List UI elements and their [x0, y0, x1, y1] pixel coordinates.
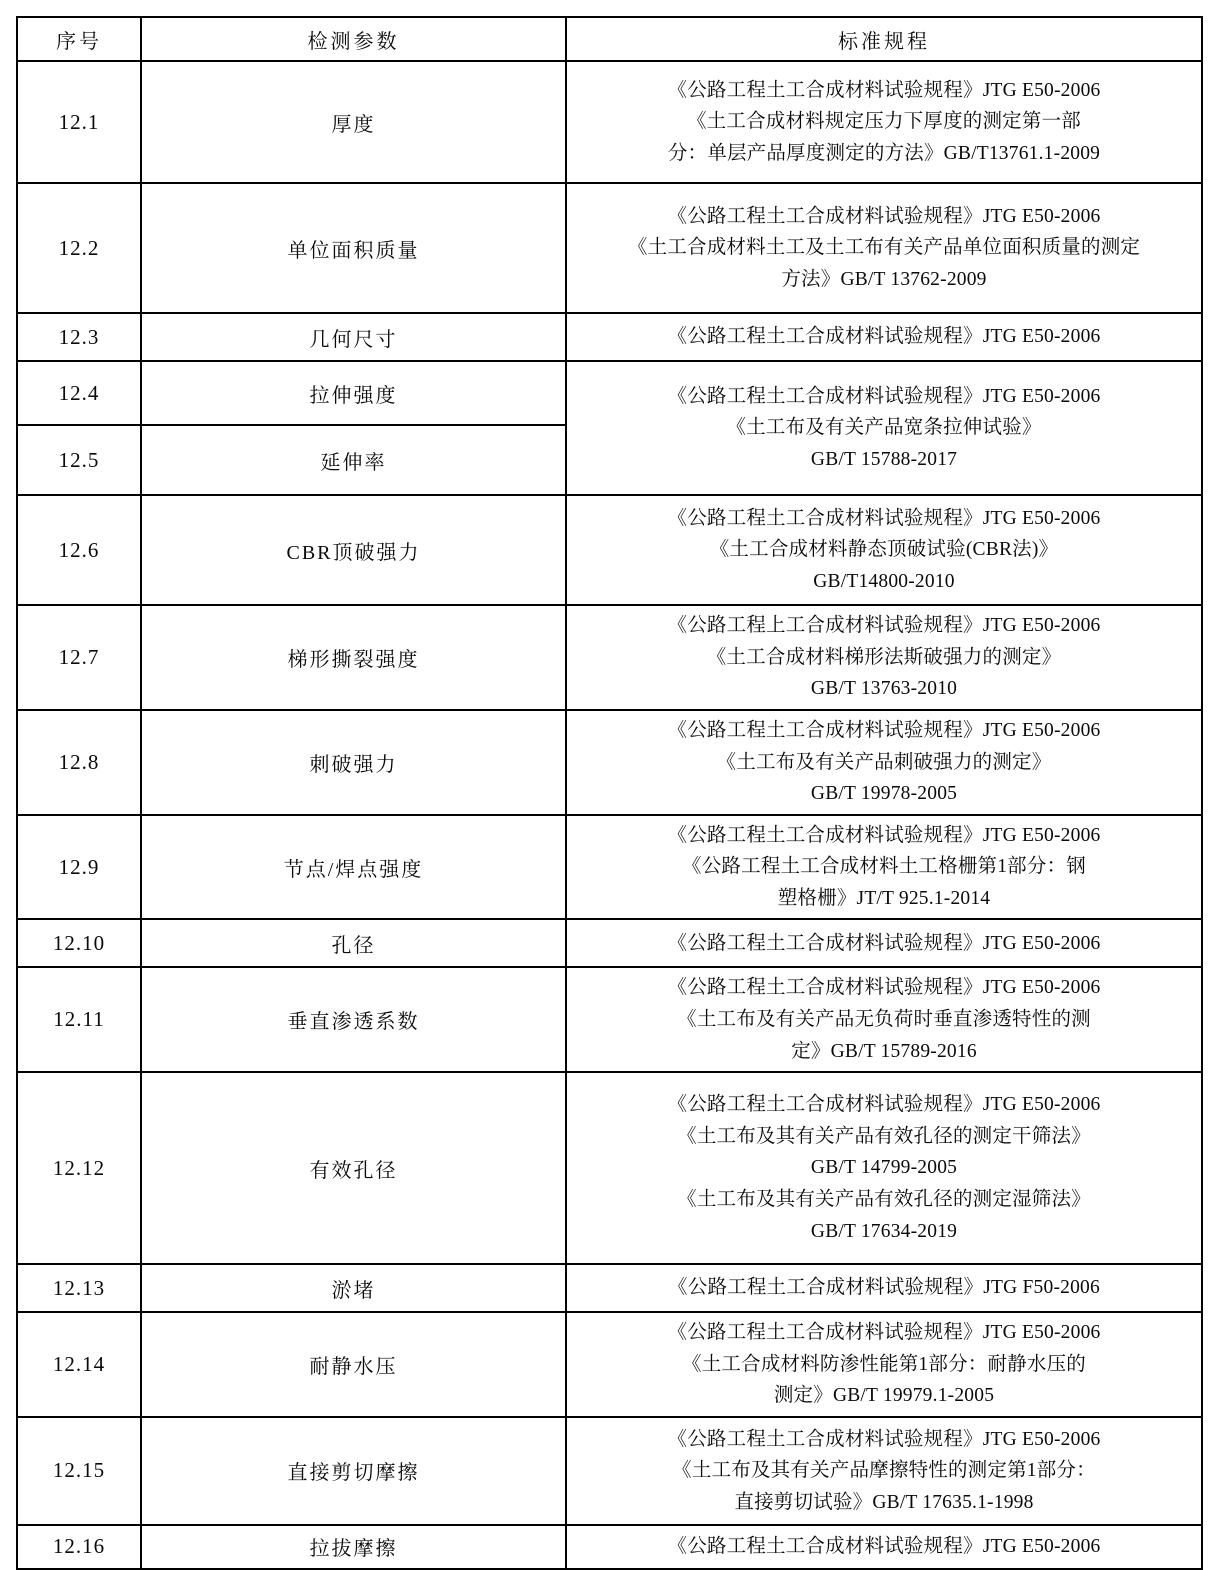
- standard-line: GB/T 15788-2017: [810, 448, 958, 470]
- row-index: 12.16: [17, 1525, 141, 1569]
- standard-line: 《公路工程土工合成材料试验规程》JTG E50-2006: [667, 932, 1101, 954]
- row-index: 12.5: [17, 425, 141, 495]
- standard-line: GB/T 17634-2019: [810, 1220, 958, 1242]
- standard-line: 测定》GB/T 19979.1-2005: [773, 1385, 995, 1407]
- row-standard: [566, 495, 1202, 605]
- row-parameter: 淤堵: [141, 1264, 566, 1312]
- row-index: 12.6: [17, 495, 141, 605]
- standard-line: 《公路工程土工合成材料试验规程》JTG E50-2006: [667, 326, 1101, 348]
- standard-line: 《公路工程土工合成材料试验规程》JTG E50-2006: [667, 507, 1101, 529]
- row-index: 12.7: [17, 605, 141, 710]
- row-parameter: 直接剪切摩擦: [141, 1417, 566, 1525]
- table-row: [17, 1525, 1202, 1569]
- standard-line: 《公路工程土工合成材料土工格栅第1部分：钢: [682, 856, 1086, 878]
- standard-line: 《土工合成材料规定压力下厚度的测定第一部: [686, 111, 1081, 133]
- standard-line: 《公路工程上工合成材料试验规程》JTG E50-2006: [667, 615, 1101, 637]
- standard-line: 《土工布及其有关产品有效孔径的测定湿筛法》: [677, 1188, 1091, 1210]
- row-parameter: 垂直渗透系数: [141, 967, 566, 1072]
- standard-line: GB/T14800-2010: [813, 570, 955, 592]
- row-index: 12.2: [17, 183, 141, 313]
- row-standard: [566, 313, 1202, 361]
- row-index: 12.8: [17, 710, 141, 815]
- row-index: 12.11: [17, 967, 141, 1072]
- standard-line: 《土工布及有关产品刺破强力的测定》: [716, 751, 1052, 773]
- row-index: 12.14: [17, 1312, 141, 1417]
- table-body: [17, 61, 1202, 1569]
- standard-line: 《公路工程土工合成材料试验规程》JTG E50-2006: [667, 824, 1101, 846]
- standard-line: GB/T 19978-2005: [810, 783, 958, 805]
- row-standard: [566, 710, 1202, 815]
- row-standard: [566, 1072, 1202, 1264]
- standard-line: 《公路工程土工合成材料试验规程》JTG E50-2006: [667, 1428, 1101, 1450]
- standard-line: 《公路工程土工合成材料试验规程》JTG F50-2006: [668, 1277, 1100, 1299]
- row-parameter: 刺破强力: [141, 710, 566, 815]
- column-header-parameter: 检测参数: [141, 17, 566, 61]
- row-parameter: 厚度: [141, 61, 566, 183]
- table-row: [17, 313, 1202, 361]
- table-header-row: [17, 17, 1202, 61]
- row-index: 12.12: [17, 1072, 141, 1264]
- row-standard: [566, 61, 1202, 183]
- standard-line: 《公路工程土工合成材料试验规程》JTG E50-2006: [667, 1536, 1101, 1558]
- row-standard: [566, 605, 1202, 710]
- column-header-index: 序号: [17, 17, 141, 61]
- table-row: [17, 815, 1202, 920]
- standard-line: 方法》GB/T 13762-2009: [781, 268, 987, 290]
- standard-line: 《公路工程土工合成材料试验规程》JTG E50-2006: [667, 205, 1101, 227]
- standard-line: 《土工布及其有关产品有效孔径的测定干筛法》: [677, 1125, 1091, 1147]
- table-row: [17, 1072, 1202, 1264]
- table-row: [17, 605, 1202, 710]
- row-index: 12.1: [17, 61, 141, 183]
- row-parameter: 孔径: [141, 919, 566, 967]
- standard-line: 《公路工程土工合成材料试验规程》JTG E50-2006: [667, 977, 1101, 999]
- row-index: 12.10: [17, 919, 141, 967]
- standard-line: 《土工布及有关产品无负荷时垂直渗透特性的测: [677, 1009, 1091, 1031]
- standard-line: 《公路工程土工合成材料试验规程》JTG E50-2006: [667, 1094, 1101, 1116]
- standard-line: 《土工合成材料梯形法斯破强力的测定》: [706, 646, 1062, 668]
- standard-line: 直接剪切试验》GB/T 17635.1-1998: [734, 1491, 1034, 1513]
- row-parameter: CBR顶破强力: [141, 495, 566, 605]
- standard-line: 《土工布及其有关产品摩擦特性的测定第1部分：: [672, 1460, 1096, 1482]
- row-parameter: 拉伸强度: [141, 361, 566, 425]
- row-parameter: 几何尺寸: [141, 313, 566, 361]
- table-row: [17, 361, 1202, 425]
- row-standard: [566, 919, 1202, 967]
- table-row: [17, 1312, 1202, 1417]
- table-header: [17, 17, 1202, 61]
- row-index: 12.15: [17, 1417, 141, 1525]
- row-parameter: 单位面积质量: [141, 183, 566, 313]
- row-parameter: 拉拔摩擦: [141, 1525, 566, 1569]
- table-row: [17, 710, 1202, 815]
- row-index: 12.3: [17, 313, 141, 361]
- column-header-standard: 标准规程: [566, 17, 1202, 61]
- row-parameter: 梯形撕裂强度: [141, 605, 566, 710]
- standard-line: 《土工合成材料土工及土工布有关产品单位面积质量的测定: [627, 237, 1141, 259]
- standard-line: 塑格栅》JT/T 925.1-2014: [777, 887, 991, 909]
- test-parameters-standards-table: [16, 16, 1203, 1570]
- row-standard: [566, 815, 1202, 920]
- row-parameter: 延伸率: [141, 425, 566, 495]
- table-row: [17, 1264, 1202, 1312]
- row-index: 12.13: [17, 1264, 141, 1312]
- standard-line: 《公路工程土工合成材料试验规程》JTG E50-2006: [667, 1322, 1101, 1344]
- row-standard: [566, 1264, 1202, 1312]
- standard-line: 《公路工程土工合成材料试验规程》JTG E50-2006: [667, 385, 1101, 407]
- row-standard-merged: [566, 361, 1202, 495]
- standard-line: GB/T 13763-2010: [810, 678, 958, 700]
- standard-line: GB/T 14799-2005: [810, 1157, 958, 1179]
- standard-line: 分：单层产品厚度测定的方法》GB/T13761.1-2009: [667, 142, 1101, 164]
- row-standard: [566, 183, 1202, 313]
- row-parameter: 耐静水压: [141, 1312, 566, 1417]
- row-parameter: 节点/焊点强度: [141, 815, 566, 920]
- standard-line: 《土工布及有关产品宽条拉伸试验》: [726, 417, 1042, 439]
- standard-line: 《土工合成材料防渗性能第1部分：耐静水压的: [682, 1353, 1086, 1375]
- table-row: [17, 967, 1202, 1072]
- row-index: 12.4: [17, 361, 141, 425]
- standard-line: 《公路工程土工合成材料试验规程》JTG E50-2006: [667, 79, 1101, 101]
- standard-line: 《公路工程土工合成材料试验规程》JTG E50-2006: [667, 720, 1101, 741]
- standard-line: 定》GB/T 15789-2016: [791, 1040, 977, 1062]
- row-standard: [566, 967, 1202, 1072]
- row-standard: [566, 1525, 1202, 1569]
- table-row: [17, 919, 1202, 967]
- row-standard: [566, 1312, 1202, 1417]
- table-row: [17, 61, 1202, 183]
- row-index: 12.9: [17, 815, 141, 920]
- table-row: [17, 495, 1202, 605]
- table-row: [17, 183, 1202, 313]
- row-parameter: 有效孔径: [141, 1072, 566, 1264]
- standard-line: 《土工合成材料静态顶破试验(CBR法)》: [709, 539, 1059, 561]
